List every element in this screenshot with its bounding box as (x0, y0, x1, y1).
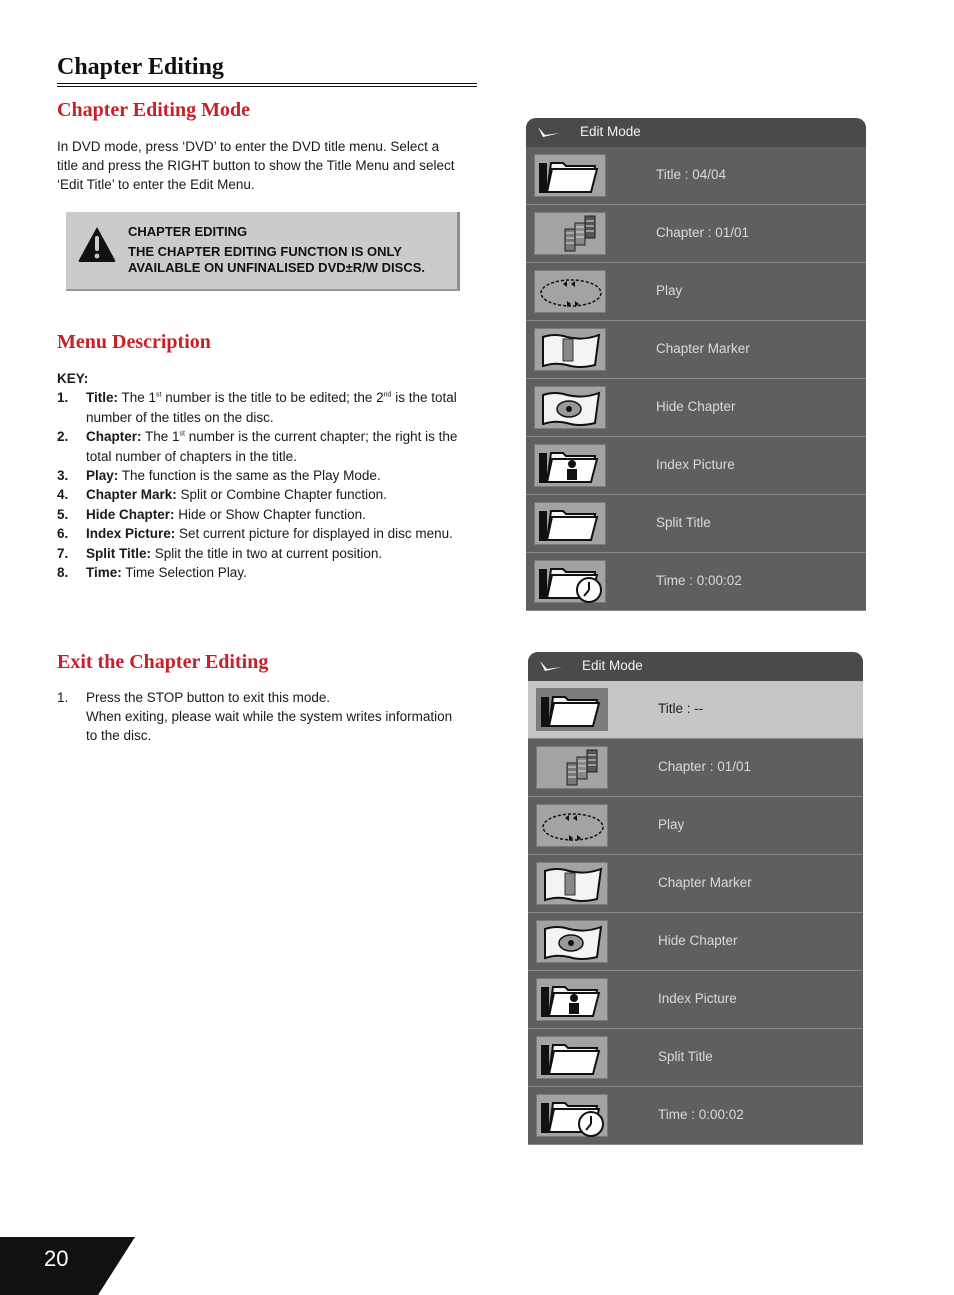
menu-row-play[interactable] (528, 797, 863, 855)
menu-row-label: Hide Chapter (658, 933, 738, 948)
menu-row-split-title[interactable] (526, 495, 866, 553)
mode-line-3: ‘Edit Title’ to enter the Edit Menu. (57, 177, 255, 192)
exit-line-1: Press the STOP button to exit this mode. (86, 690, 331, 705)
item-term: Split Title: (86, 545, 152, 561)
item-text: Set current picture for displayed in disc menu. (175, 526, 453, 542)
item-term: Index Picture: (86, 526, 176, 542)
list-item (57, 485, 482, 504)
item-term: Chapter Mark: (86, 487, 177, 503)
menu-row-label: Chapter Marker (658, 875, 752, 890)
item-term: Hide Chapter: (86, 506, 175, 522)
menu-row-hide-chapter[interactable] (528, 913, 863, 971)
item-number: 1. (57, 690, 69, 705)
exit-line-2: When exiting, please wait while the system writes information (86, 709, 453, 724)
item-term: Title: (86, 390, 119, 406)
menu-row-chapter[interactable] (526, 205, 866, 263)
key-label: KEY: (57, 371, 89, 386)
item-text: number of the titles on the disc. (86, 409, 274, 425)
list-item (57, 544, 482, 563)
item-sup: st (179, 430, 185, 438)
item-text: number is the current chapter; the right is the (185, 429, 458, 445)
edit-mode-menu-1 (526, 118, 866, 611)
menu-header (528, 652, 863, 681)
menu-header-title: Edit Mode (580, 124, 641, 139)
warning-text (128, 224, 425, 276)
brand-check-icon (536, 124, 562, 140)
section-heading-mode: Chapter Editing Mode (57, 99, 250, 121)
key-list (57, 369, 482, 582)
warning-line-3: AVAILABLE ON UNFINALISED DVD±R/W DISCS. (128, 260, 425, 275)
menu-row-title-selected[interactable] (528, 681, 863, 739)
list-item (57, 505, 482, 524)
menu-row-label: Chapter Marker (656, 341, 750, 356)
menu-row-label: Title : -- (658, 701, 704, 716)
item-number: 4. (57, 487, 69, 503)
split-title-icon (534, 502, 606, 545)
item-term: Time: (86, 565, 122, 581)
menu-row-index-picture[interactable] (526, 437, 866, 495)
item-text: total number of chapters in the title. (86, 448, 297, 464)
item-number: 5. (57, 506, 69, 522)
section-heading-menu: Menu Description (57, 331, 211, 353)
menu-row-label: Index Picture (658, 991, 737, 1006)
chapter-grid-icon (536, 746, 608, 789)
item-text: The 1 (141, 429, 180, 445)
menu-row-label: Time : 0:00:02 (656, 573, 742, 588)
menu-row-label: Split Title (658, 1049, 713, 1064)
brand-check-icon (538, 658, 564, 674)
menu-row-label: Play (656, 283, 683, 298)
menu-row-chapter-marker[interactable] (528, 855, 863, 913)
menu-header (526, 118, 866, 147)
menu-row-time[interactable] (528, 1087, 863, 1145)
menu-row-label: Time : 0:00:02 (658, 1107, 744, 1122)
menu-row-chapter[interactable] (528, 739, 863, 797)
menu-row-play[interactable] (526, 263, 866, 321)
hide-chapter-icon (536, 920, 608, 963)
item-sup: st (156, 391, 162, 399)
item-sup: nd (383, 391, 392, 399)
hide-chapter-icon (534, 386, 606, 429)
item-text: The function is the same as the Play Mode. (118, 468, 381, 484)
item-text: Split the title in two at current position. (151, 545, 383, 561)
item-number: 2. (57, 429, 69, 445)
index-picture-icon (536, 978, 608, 1021)
page-number-band (0, 1237, 135, 1295)
menu-row-chapter-marker[interactable] (526, 321, 866, 379)
chapter-grid-icon (534, 212, 606, 255)
menu-row-label: Index Picture (656, 457, 735, 472)
list-item (57, 466, 482, 485)
menu-header-title: Edit Mode (582, 658, 643, 673)
mode-line-1: In DVD mode, press ‘DVD’ to enter the DVD title menu. Select a (57, 139, 440, 154)
menu-row-label: Split Title (656, 515, 711, 530)
menu-row-label: Chapter : 01/01 (656, 225, 750, 240)
chapter-marker-icon (536, 862, 608, 905)
menu-row-label: Chapter : 01/01 (658, 759, 752, 774)
warning-icon (76, 224, 118, 264)
warning-line-1: CHAPTER EDITING (128, 224, 248, 239)
page-title: Chapter Editing (57, 54, 477, 84)
edit-mode-menu-2 (528, 652, 863, 1145)
time-clock-icon (534, 560, 606, 603)
menu-row-title[interactable] (526, 147, 866, 205)
item-text: Time Selection Play. (121, 565, 247, 581)
chapter-marker-icon (534, 328, 606, 371)
item-number: 1. (57, 390, 69, 406)
item-term: Chapter: (86, 429, 142, 445)
play-loop-icon (536, 804, 608, 847)
section-heading-exit: Exit the Chapter Editing (57, 651, 269, 673)
page-number: 20 (44, 1246, 69, 1271)
mode-paragraph (57, 137, 487, 194)
item-text: number is the title to be edited; the 2 (161, 390, 384, 406)
list-item (57, 427, 482, 466)
exit-list (57, 688, 477, 745)
item-text: Hide or Show Chapter function. (174, 506, 366, 522)
menu-row-index-picture[interactable] (528, 971, 863, 1029)
list-item (57, 563, 482, 582)
item-text: Split or Combine Chapter function. (176, 487, 387, 503)
item-text: is the total (391, 390, 457, 406)
menu-row-hide-chapter[interactable] (526, 379, 866, 437)
menu-row-label: Play (658, 817, 685, 832)
item-number: 7. (57, 545, 69, 561)
menu-row-split-title[interactable] (528, 1029, 863, 1087)
item-number: 3. (57, 468, 69, 484)
mode-line-2: title and press the RIGHT button to show the Title Menu and select (57, 158, 455, 173)
play-loop-icon (534, 270, 606, 313)
index-picture-icon (534, 444, 606, 487)
folder-icon (536, 688, 608, 731)
item-number: 6. (57, 526, 69, 542)
item-text: The 1 (118, 390, 157, 406)
item-number: 8. (57, 565, 69, 581)
menu-row-label: Title : 04/04 (656, 167, 727, 182)
menu-row-time[interactable] (526, 553, 866, 611)
folder-icon (534, 154, 606, 197)
time-clock-icon (536, 1094, 608, 1137)
split-title-icon (536, 1036, 608, 1079)
list-item (57, 388, 482, 427)
menu-row-label: Hide Chapter (656, 399, 736, 414)
list-item (57, 524, 482, 543)
item-term: Play: (86, 468, 119, 484)
warning-box (66, 212, 460, 291)
list-item (57, 688, 477, 745)
exit-line-3: to the disc. (86, 728, 152, 743)
warning-line-2: THE CHAPTER EDITING FUNCTION IS ONLY (128, 244, 402, 259)
